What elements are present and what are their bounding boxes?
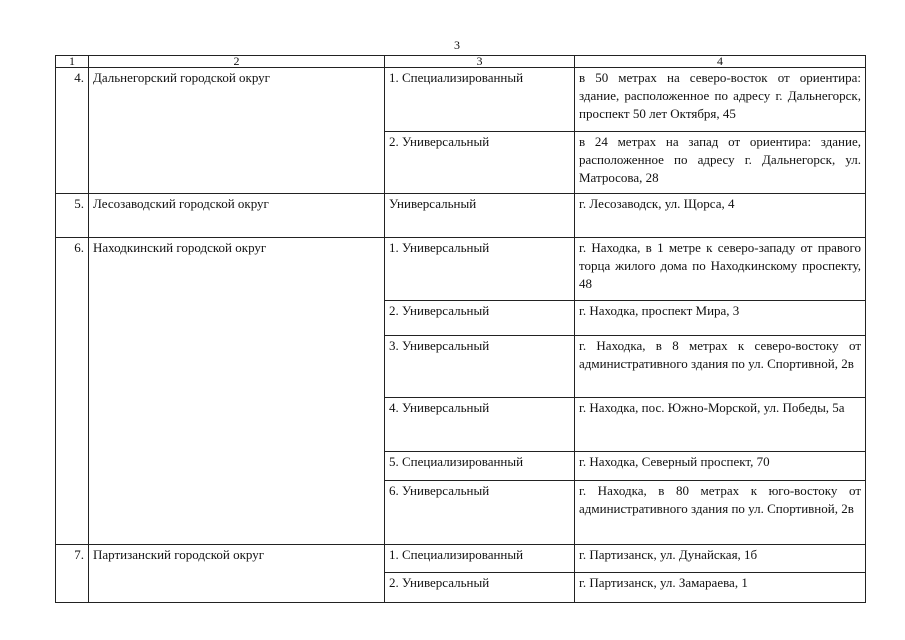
table-row [56, 545, 866, 573]
market-address: г. Находка, пос. Южно-Морской, ул. Победы, 5а [575, 398, 866, 452]
header-cell: 1 [56, 56, 89, 68]
market-address: г. Находка, проспект Мира, 3 [575, 301, 866, 336]
market-type: 6. Универсальный [385, 481, 575, 545]
market-address: г. Находка, в 80 метрах к юго-востоку от административного здания по ул. Спортивной, 2в [575, 481, 866, 545]
header-cell: 2 [89, 56, 385, 68]
header-cell: 4 [575, 56, 866, 68]
market-type: 3. Универсальный [385, 336, 575, 398]
market-address: г. Находка, в 1 метре к северо-западу от правого торца жилого дома по Находкинскому проспекту, 48 [575, 238, 866, 301]
market-type: 2. Универсальный [385, 132, 575, 194]
market-type: 1. Универсальный [385, 238, 575, 301]
table-row [56, 238, 866, 301]
market-type: 5. Специализированный [385, 452, 575, 481]
market-type: 1. Специализированный [385, 68, 575, 132]
district-name: Лесозаводский городской округ [89, 194, 385, 238]
page-number: 3 [454, 38, 460, 52]
market-address: в 24 метрах на запад от ориентира: здание, расположенное по адресу г. Дальнегорск, ул. Матросова, 28 [575, 132, 866, 194]
market-address: г. Партизанск, ул. Замараева, 1 [575, 573, 866, 603]
district-name: Находкинский городской округ [89, 238, 385, 545]
table-header-row [56, 56, 866, 68]
row-number: 7. [56, 545, 89, 603]
market-address: г. Находка, в 8 метрах к северо-востоку от административного здания по ул. Спортивной, 2в [575, 336, 866, 398]
market-type: 2. Универсальный [385, 573, 575, 603]
market-address: г. Лесозаводск, ул. Щорса, 4 [575, 194, 866, 238]
row-number: 6. [56, 238, 89, 545]
district-name: Дальнегорский городской округ [89, 68, 385, 194]
table-row [56, 68, 866, 132]
header-cell: 3 [385, 56, 575, 68]
markets-table [55, 55, 866, 603]
market-type: 4. Универсальный [385, 398, 575, 452]
district-name: Партизанский городской округ [89, 545, 385, 603]
market-type: 1. Специализированный [385, 545, 575, 573]
row-number: 4. [56, 68, 89, 194]
table-row [56, 194, 866, 238]
market-type: Универсальный [385, 194, 575, 238]
market-address: в 50 метрах на северо-восток от ориентира: здание, расположенное по адресу г. Дальнегорск, проспект 50 лет Октября, 45 [575, 68, 866, 132]
market-address: г. Находка, Северный проспект, 70 [575, 452, 866, 481]
row-number: 5. [56, 194, 89, 238]
market-type: 2. Универсальный [385, 301, 575, 336]
market-address: г. Партизанск, ул. Дунайская, 1б [575, 545, 866, 573]
